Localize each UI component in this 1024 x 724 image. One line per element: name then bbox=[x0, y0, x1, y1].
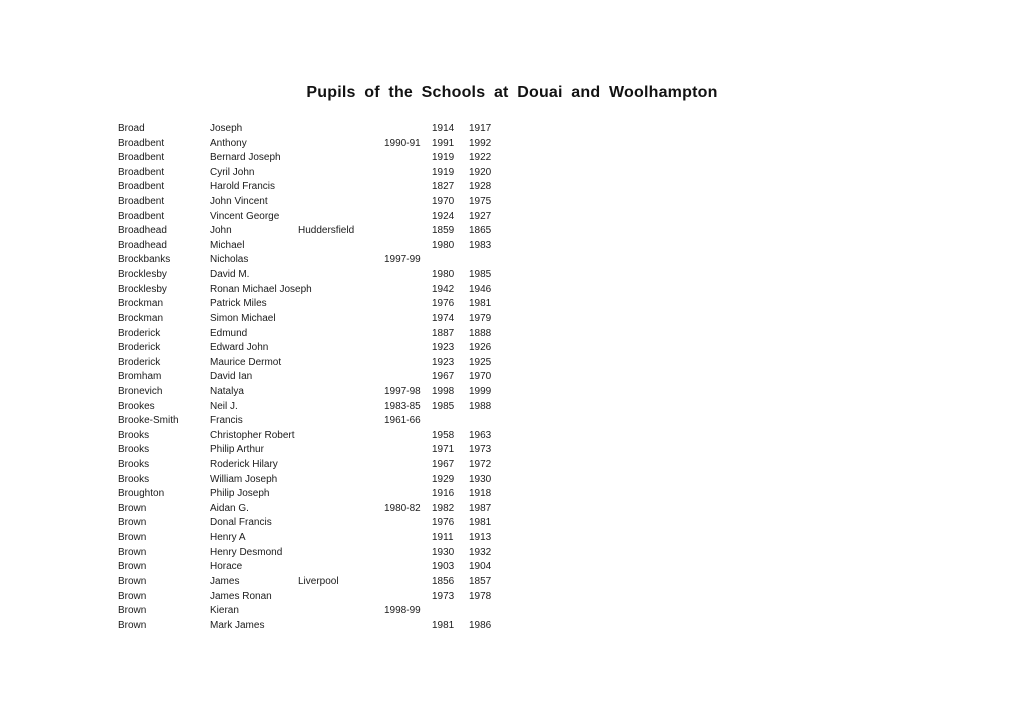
surname-cell: Brooks bbox=[118, 473, 150, 485]
end-year-cell: 1932 bbox=[469, 546, 492, 558]
surname-cell: Broadbent bbox=[118, 181, 165, 193]
end-year-cell: 1981 bbox=[469, 517, 492, 529]
start-year-cell: 1923 bbox=[432, 342, 455, 354]
forenames-cell: Henry A bbox=[210, 532, 246, 544]
start-year-cell: 1974 bbox=[432, 312, 455, 324]
start-year-cell: 1916 bbox=[432, 488, 455, 500]
table-row bbox=[118, 546, 538, 561]
start-year-cell: 1980 bbox=[432, 269, 455, 281]
table-row bbox=[118, 166, 538, 181]
forenames-cell: David M. bbox=[210, 269, 250, 281]
surname-cell: Brookes bbox=[118, 400, 155, 412]
end-year-cell: 1926 bbox=[469, 342, 492, 354]
surname-cell: Broderick bbox=[118, 342, 161, 354]
table-row bbox=[118, 473, 538, 488]
table-row bbox=[118, 327, 538, 342]
table-row bbox=[118, 341, 538, 356]
surname-cell: Broadbent bbox=[118, 210, 165, 222]
end-year-cell: 1970 bbox=[469, 371, 492, 383]
end-year-cell: 1930 bbox=[469, 473, 492, 485]
surname-cell: Broadbent bbox=[118, 166, 165, 178]
surname-cell: Brooks bbox=[118, 459, 150, 471]
forenames-cell: Francis bbox=[210, 415, 243, 427]
table-row bbox=[118, 268, 538, 283]
forenames-cell: Michael bbox=[210, 239, 245, 251]
start-year-cell: 1923 bbox=[432, 356, 455, 368]
surname-cell: Broughton bbox=[118, 488, 165, 500]
end-year-cell: 1981 bbox=[469, 298, 492, 310]
surname-cell: Brocklesby bbox=[118, 269, 167, 281]
end-year-cell: 1918 bbox=[469, 488, 492, 500]
table-row bbox=[118, 400, 538, 415]
end-year-cell: 1999 bbox=[469, 385, 492, 397]
surname-cell: Brown bbox=[118, 517, 147, 529]
table-row bbox=[118, 253, 538, 268]
table-row bbox=[118, 283, 538, 298]
end-year-cell: 1917 bbox=[469, 123, 492, 134]
forenames-cell: Bernard Joseph bbox=[210, 152, 281, 164]
start-year-cell: 1859 bbox=[432, 225, 455, 237]
end-year-cell: 1978 bbox=[469, 590, 492, 602]
table-row bbox=[118, 590, 538, 605]
end-year-cell: 1946 bbox=[469, 283, 492, 295]
surname-cell: Brockbanks bbox=[118, 254, 171, 266]
surname-cell: Brooks bbox=[118, 429, 150, 441]
start-year-cell: 1856 bbox=[432, 575, 455, 587]
forenames-cell: Kieran bbox=[210, 605, 239, 617]
forenames-cell: David Ian bbox=[210, 371, 253, 383]
end-year-cell: 1963 bbox=[469, 429, 492, 441]
forenames-cell: Edward John bbox=[210, 342, 269, 354]
forenames-cell: Donal Francis bbox=[210, 517, 272, 529]
forenames-cell: Harold Francis bbox=[210, 181, 276, 193]
table-row bbox=[118, 575, 538, 590]
surname-cell: Brown bbox=[118, 546, 147, 558]
table-row bbox=[118, 356, 538, 371]
surname-cell: Brown bbox=[118, 561, 147, 573]
end-year-cell: 1992 bbox=[469, 137, 492, 149]
end-year-cell: 1920 bbox=[469, 166, 492, 178]
table-row bbox=[118, 531, 538, 546]
surname-cell: Brown bbox=[118, 575, 147, 587]
start-year-cell: 1980 bbox=[432, 239, 455, 251]
start-year-cell: 1998 bbox=[432, 385, 455, 397]
surname-cell: Brown bbox=[118, 502, 147, 514]
table-row bbox=[118, 297, 538, 312]
forenames-cell: Philip Joseph bbox=[210, 488, 270, 500]
table-row bbox=[118, 151, 538, 166]
end-year-cell: 1986 bbox=[469, 619, 492, 631]
surname-cell: Broadbent bbox=[118, 152, 165, 164]
surname-cell: Brockman bbox=[118, 298, 164, 310]
page-title: Pupils of the Schools at Douai and Woolhampton bbox=[306, 84, 718, 101]
end-year-cell: 1927 bbox=[469, 210, 492, 222]
surname-cell: Broadbent bbox=[118, 137, 165, 149]
table-row bbox=[118, 604, 538, 619]
start-year-cell: 1942 bbox=[432, 283, 455, 295]
table-row bbox=[118, 385, 538, 400]
forenames-cell: Anthony bbox=[210, 137, 247, 149]
start-year-cell: 1929 bbox=[432, 473, 455, 485]
surname-cell: Brooks bbox=[118, 444, 150, 456]
surname-cell: Broad bbox=[118, 123, 145, 134]
years-range-cell: 1990-91 bbox=[384, 137, 421, 149]
forenames-cell: William Joseph bbox=[210, 473, 278, 485]
surname-cell: Brooke-Smith bbox=[118, 415, 179, 427]
table-row bbox=[118, 122, 538, 137]
start-year-cell: 1976 bbox=[432, 517, 455, 529]
surname-cell: Brown bbox=[118, 619, 147, 631]
years-range-cell: 1998-99 bbox=[384, 605, 421, 617]
surname-cell: Broadhead bbox=[118, 239, 167, 251]
end-year-cell: 1987 bbox=[469, 502, 492, 514]
start-year-cell: 1924 bbox=[432, 210, 455, 222]
end-year-cell: 1983 bbox=[469, 239, 492, 251]
forenames-cell: Henry Desmond bbox=[210, 546, 283, 558]
start-year-cell: 1971 bbox=[432, 444, 455, 456]
end-year-cell: 1972 bbox=[469, 459, 492, 471]
forenames-cell: Vincent George bbox=[210, 210, 280, 222]
table-row bbox=[118, 560, 538, 575]
forenames-cell: John Vincent bbox=[210, 196, 268, 208]
surname-cell: Broderick bbox=[118, 327, 161, 339]
forenames-cell: Roderick Hilary bbox=[210, 459, 278, 471]
end-year-cell: 1973 bbox=[469, 444, 492, 456]
surname-cell: Bronevich bbox=[118, 385, 163, 397]
end-year-cell: 1913 bbox=[469, 532, 492, 544]
forenames-cell: Cyril John bbox=[210, 166, 255, 178]
years-range-cell: 1980-82 bbox=[384, 502, 421, 514]
place-cell: Liverpool bbox=[298, 575, 339, 587]
forenames-cell: John bbox=[210, 225, 232, 237]
end-year-cell: 1904 bbox=[469, 561, 492, 573]
table-row bbox=[118, 516, 538, 531]
forenames-cell: Horace bbox=[210, 561, 243, 573]
surname-cell: Broadbent bbox=[118, 196, 165, 208]
surname-cell: Broderick bbox=[118, 356, 161, 368]
forenames-cell: Simon Michael bbox=[210, 312, 276, 324]
forenames-cell: Nicholas bbox=[210, 254, 249, 266]
table-row bbox=[118, 502, 538, 517]
table-row bbox=[118, 443, 538, 458]
table-row bbox=[118, 239, 538, 254]
table-row bbox=[118, 195, 538, 210]
end-year-cell: 1928 bbox=[469, 181, 492, 193]
surname-cell: Broadhead bbox=[118, 225, 167, 237]
forenames-cell: Natalya bbox=[210, 385, 244, 397]
start-year-cell: 1973 bbox=[432, 590, 455, 602]
start-year-cell: 1911 bbox=[432, 532, 454, 544]
table-row bbox=[118, 224, 538, 239]
table-row bbox=[118, 619, 538, 634]
table-row bbox=[118, 487, 538, 502]
end-year-cell: 1857 bbox=[469, 575, 492, 587]
start-year-cell: 1919 bbox=[432, 166, 455, 178]
forenames-cell: Aidan G. bbox=[210, 502, 249, 514]
end-year-cell: 1865 bbox=[469, 225, 492, 237]
table-row bbox=[118, 429, 538, 444]
table-row bbox=[118, 370, 538, 385]
table-row bbox=[118, 210, 538, 225]
forenames-cell: Mark James bbox=[210, 619, 265, 631]
forenames-cell: Christopher Robert bbox=[210, 429, 295, 441]
end-year-cell: 1925 bbox=[469, 356, 492, 368]
start-year-cell: 1967 bbox=[432, 371, 455, 383]
forenames-cell: Maurice Dermot bbox=[210, 356, 282, 368]
start-year-cell: 1914 bbox=[432, 123, 455, 134]
end-year-cell: 1975 bbox=[469, 196, 492, 208]
start-year-cell: 1991 bbox=[432, 137, 455, 149]
start-year-cell: 1976 bbox=[432, 298, 455, 310]
end-year-cell: 1922 bbox=[469, 152, 492, 164]
start-year-cell: 1930 bbox=[432, 546, 455, 558]
surname-cell: Brown bbox=[118, 532, 147, 544]
table-row bbox=[118, 180, 538, 195]
forenames-cell: Joseph bbox=[210, 123, 243, 134]
start-year-cell: 1827 bbox=[432, 181, 455, 193]
table-row bbox=[118, 458, 538, 473]
start-year-cell: 1970 bbox=[432, 196, 455, 208]
years-range-cell: 1983-85 bbox=[384, 400, 421, 412]
table-row bbox=[118, 414, 538, 429]
table-row bbox=[118, 137, 538, 152]
surname-cell: Bromham bbox=[118, 371, 162, 383]
surname-cell: Brocklesby bbox=[118, 283, 167, 295]
surname-cell: Brockman bbox=[118, 312, 164, 324]
surname-cell: Brown bbox=[118, 605, 147, 617]
start-year-cell: 1903 bbox=[432, 561, 455, 573]
start-year-cell: 1887 bbox=[432, 327, 455, 339]
start-year-cell: 1919 bbox=[432, 152, 455, 164]
forenames-cell: Neil J. bbox=[210, 400, 238, 412]
forenames-cell: Edmund bbox=[210, 327, 248, 339]
years-range-cell: 1961-66 bbox=[384, 415, 421, 427]
table-row bbox=[118, 312, 538, 327]
end-year-cell: 1985 bbox=[469, 269, 492, 281]
forenames-cell: Patrick Miles bbox=[210, 298, 267, 310]
start-year-cell: 1981 bbox=[432, 619, 455, 631]
place-cell: Huddersfield bbox=[298, 225, 355, 237]
end-year-cell: 1979 bbox=[469, 312, 492, 324]
forenames-cell: Philip Arthur bbox=[210, 444, 264, 456]
start-year-cell: 1982 bbox=[432, 502, 455, 514]
surname-cell: Brown bbox=[118, 590, 147, 602]
years-range-cell: 1997-98 bbox=[384, 385, 421, 397]
start-year-cell: 1985 bbox=[432, 400, 455, 412]
start-year-cell: 1967 bbox=[432, 459, 455, 471]
years-range-cell: 1997-99 bbox=[384, 254, 421, 266]
forenames-cell: Ronan Michael Joseph bbox=[210, 283, 312, 295]
end-year-cell: 1888 bbox=[469, 327, 492, 339]
forenames-cell: James bbox=[210, 575, 240, 587]
end-year-cell: 1988 bbox=[469, 400, 492, 412]
pupil-table bbox=[118, 122, 538, 633]
start-year-cell: 1958 bbox=[432, 429, 455, 441]
forenames-cell: James Ronan bbox=[210, 590, 272, 602]
